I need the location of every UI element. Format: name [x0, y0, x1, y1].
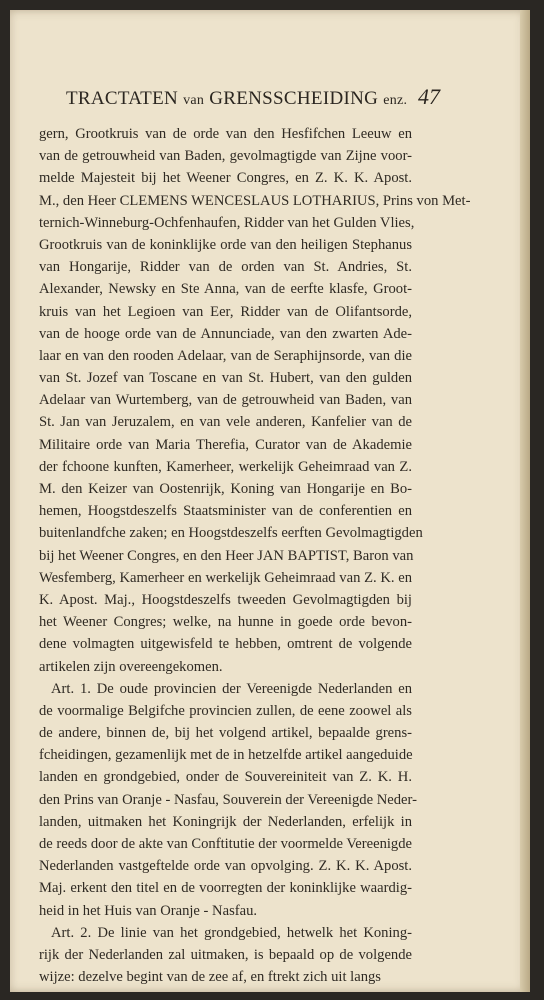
- text-line: heid in het Huis van Oranje - Nasfau.: [39, 902, 258, 919]
- text-line: Wesfemberg, Kamerheer en werkelijk Geheimraad van Z. K. en: [39, 569, 412, 586]
- text-line: Art. 1. De oude provincien der Vereenigde Nederlanden en: [51, 680, 412, 697]
- text-line: St. Jan van Jeruzalem, en van vele anderen, Kanfelier van de: [39, 414, 412, 431]
- text-line: van Hongarije, Ridder van de orden van St. Andries, St.: [39, 259, 412, 276]
- text-line: melde Majesteit bij het Weener Congres, en Z. K. K. Apost.: [39, 170, 412, 187]
- text-line: de reeds door de akte van Conftitutie der voormelde Vereenigde: [39, 836, 412, 852]
- text-line: Militaire orde van Maria Therefia, Curator van de Akademie: [39, 436, 412, 453]
- header-title-d: enz.: [383, 93, 408, 108]
- text-line: Art. 2. De linie van het grondgebied, hetwelk het Koning-: [51, 924, 412, 941]
- text-line: van de hooge orde van de Annunciade, van den zwarten Ade-: [39, 325, 412, 342]
- header-title-b: van: [183, 93, 205, 108]
- text-line: wijze: dezelve begint van de zee af, en ftrekt zich uit langs: [39, 969, 381, 986]
- text-line: landen en grondgebied, onder de Souvereiniteit van Z. K. H.: [39, 769, 412, 786]
- text-line: laar en van den rooden Adelaar, van de Seraphijnsorde, van die: [39, 347, 412, 364]
- page-number: 47: [418, 84, 440, 109]
- text-line: Maj. erkent den titel en de voorregten der koninklijke waardig-: [39, 880, 412, 897]
- text-line: bij het Weener Congres, en den Heer JAN BAPTIST, Baron van: [39, 547, 414, 564]
- text-line: Nederlanden vastgeftelde orde van opvolging. Z. K. K. Apost.: [39, 858, 412, 875]
- body-text: [39, 123, 471, 988]
- text-line: artikelen zijn overeengekomen.: [39, 658, 223, 675]
- text-line: fcheidingen, gezamenlijk met de in hetzelfde artikel aangeduide: [39, 747, 413, 764]
- text-line: Alexander, Newsky en Ste Anna, van de eerfte klasfe, Groot-: [39, 281, 412, 298]
- text-line: den Prins van Oranje - Nasfau, Souverein der Vereenigde Neder-: [39, 791, 417, 808]
- text-line: der fchoone kunften, Kamerheer, werkelijk Geheimraad van Z.: [39, 458, 412, 475]
- text-line: K. Apost. Maj., Hoogstdeszelfs tweeden Gevolmagtigden bij: [39, 591, 412, 608]
- text-line: rijk der Nederlanden zal uitmaken, is bepaald op de volgende: [39, 946, 412, 963]
- book-page: [10, 10, 530, 992]
- text-line: Grootkruis van de koninklijke orde van den heiligen Stephanus: [39, 236, 412, 253]
- text-line: gern, Grootkruis van de orde van den Hesfifchen Leeuw en: [39, 126, 412, 142]
- text-line: dene volmagten uitgewisfeld te hebben, omtrent de volgende: [39, 636, 412, 653]
- text-line: hemen, Hoogstdeszelfs Staatsminister van de conferentien en: [39, 503, 412, 520]
- text-line: het Weener Congres; welke, na hunne in goede orde bevon-: [39, 614, 412, 631]
- running-header: [66, 88, 436, 110]
- text-line: de voormalige Belgifche provincien zullen, de eene zoowel als: [39, 702, 412, 719]
- header-title-a: TRACTATEN: [66, 88, 179, 109]
- text-line: M., den Heer CLEMENS WENCESLAUS LOTHARIUS, Prins von Met-: [39, 192, 471, 209]
- text-line: landen, uitmaken het Koningrijk der Nederlanden, erfelijk in: [39, 813, 412, 830]
- header-title-c: GRENSSCHEIDING: [209, 88, 379, 109]
- text-line: van St. Jozef van Toscane en van St. Hubert, van den gulden: [39, 370, 412, 387]
- text-line: de andere, binnen de, bij het volgend artikel, bepaalde grens-: [39, 725, 412, 742]
- text-line: van de getrouwheid van Baden, gevolmagtigde van Zijne voor-: [39, 148, 412, 165]
- text-line: buitenlandfche zaken; en Hoogstdeszelfs eerften Gevolmagtigden: [39, 525, 423, 542]
- page-edge: [520, 10, 530, 992]
- text-line: M. den Keizer van Oostenrijk, Koning van Hongarije en Bo-: [39, 481, 412, 497]
- text-line: kruis van het Legioen van Eer, Ridder van de Olifantsorde,: [39, 303, 412, 320]
- text-line: Adelaar van Wurtemberg, van de getrouwheid van Baden, van: [39, 392, 412, 409]
- text-line: ternich-Winneburg-Ochfenhaufen, Ridder van het Gulden Vlies,: [39, 214, 415, 231]
